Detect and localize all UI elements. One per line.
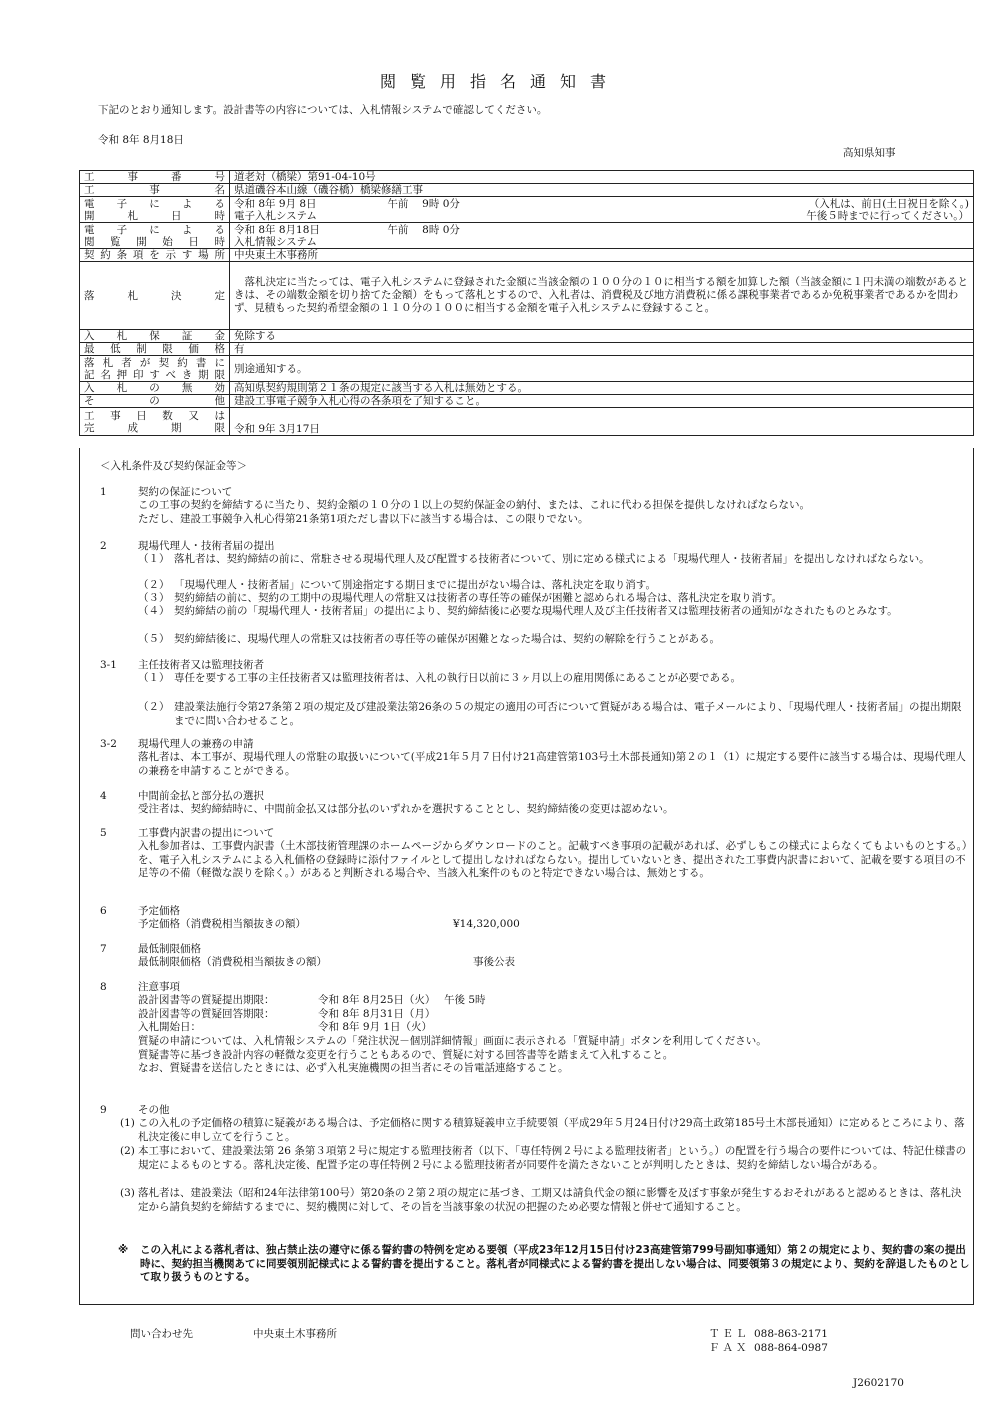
- section-2-item-1: [138, 553, 968, 567]
- section-3-1-title: 主任技術者又は監理技術者: [138, 659, 264, 671]
- section-3-2-head: [100, 738, 254, 752]
- doc-code: J2602170: [853, 1377, 904, 1389]
- keiyaku-place: 中央東土木事務所: [230, 249, 974, 262]
- saitei-value: 有: [230, 343, 974, 356]
- section-2-num: 2: [100, 540, 107, 552]
- table-row: [80, 395, 974, 408]
- kaisatsu-time: 午前 9時 0分: [387, 197, 460, 210]
- section-9-item-2: [120, 1145, 970, 1172]
- etsuran-time: 午前 8時 0分: [387, 223, 460, 236]
- shitsugi-teishutsu-label: 設計図書等の質疑提出期限：: [138, 994, 275, 1006]
- etsuran-value: [230, 223, 974, 249]
- etsuran-date: 令和 8年 8月18日: [234, 223, 320, 236]
- contact-label: 問い合わせ先: [130, 1328, 193, 1340]
- table-row: [80, 249, 974, 262]
- section-9-item-1: [120, 1117, 970, 1144]
- section-2-head: [100, 540, 275, 554]
- section-9-item-1-text: この入札の予定価格の積算に疑義がある場合は、予定価格に関する積算疑義申立手続要領（平成29年５月24日付け29高土政第185号土木部長通知）に定めるところにより、落札決定後に申し立てを行うこと。: [138, 1117, 965, 1143]
- kaisatsu-place: 電子入札システム: [234, 209, 317, 222]
- section-6-head: [100, 905, 180, 919]
- section-1-title: 契約の保証について: [138, 486, 233, 498]
- section-8-body: [138, 994, 968, 1076]
- section-9-item-1-no: (1): [120, 1117, 135, 1129]
- section-3-1-item-2-no: （２）: [138, 701, 170, 713]
- section-2-item-4: [138, 605, 968, 619]
- oin-value: 別途通知する。: [230, 356, 974, 382]
- note-mark: ※: [118, 1244, 129, 1256]
- section-1-body2: ただし、建設工事競争入札心得第21条第1項ただし書以下に該当する場合は、この限りでない。: [138, 512, 589, 525]
- section-2-item-3-text: 契約締結の前に、契約の工期中の現場代理人の常駐又は技術者の専任等の確保が困難と認められる場合は、落札決定を取り消す。: [174, 592, 783, 604]
- section-2-item-1-no: （１）: [138, 553, 170, 565]
- table-row: [80, 330, 974, 343]
- section-1-head: [100, 486, 232, 500]
- section-2-item-5-no: （５）: [138, 633, 170, 645]
- section-3-1-item-1-no: （１）: [138, 672, 170, 684]
- section-3-1-item-2-text: 建設業法施行令第27条第２項の規定及び建設業法第26条の５の規定の適用の可否について質疑がある場合は、電子メールにより、「現場代理人・技術者届」の提出期限までに問い合わせること。: [174, 701, 962, 727]
- pledge-note: [118, 1244, 970, 1285]
- section-2-title: 現場代理人・技術者届の提出: [138, 540, 275, 552]
- label-keiyaku: 契約条項を示す場所: [80, 249, 230, 262]
- section-2-item-5: [138, 633, 968, 647]
- kaisatsu-note1: （入札は、前日(土日祝日を除く。): [808, 197, 969, 210]
- label-hosho: 入札保証金: [80, 330, 230, 343]
- fax-line: [709, 1342, 828, 1356]
- section-3-2-num: 3-2: [100, 738, 117, 750]
- table-row: [80, 343, 974, 356]
- label-koji-bango: 工事番号: [80, 171, 230, 184]
- yotei-label: 予定価格（消費税相当額抜きの額）: [138, 918, 306, 930]
- label-sonota: その他: [80, 395, 230, 408]
- section-3-2-body: 落札者は、本工事が、現場代理人の常駐の取扱いについて(平成21年５月７日付け21高建管第103号土木部長通知)第２の１（1）に規定する要件に該当する場合は、現場代理人の兼務を申請することができる。: [138, 751, 966, 777]
- section-3-1-head: [100, 659, 264, 673]
- table-row: [80, 223, 974, 249]
- sonota-value: 建設工事電子競争入札心得の各条項を了知すること。: [230, 395, 974, 408]
- label-rakusatsu: 落札決定: [80, 262, 230, 330]
- intro-text: 下記のとおり通知します。設計書等の内容については、入札情報システムで確認してください。: [98, 104, 548, 116]
- notice-date: 令和 8年 8月18日: [98, 134, 184, 146]
- kaisatsu-note2: 午後５時までに行ってください。）: [806, 209, 969, 222]
- table-row: [80, 408, 974, 436]
- section-4-num: 4: [100, 790, 107, 802]
- document-title: 閲覧用指名通知書: [379, 72, 620, 91]
- tel-number: 088-863-2171: [754, 1328, 828, 1340]
- issuer: 高知県知事: [843, 147, 896, 159]
- section-4-body: 受注者は、契約締結時に、中間前金払又は部分払のいずれかを選択することとし、契約締結後の変更は認めない。: [138, 803, 674, 815]
- label-kaisatsu: [80, 197, 230, 223]
- label-oin-line1: 落札者が契約書に: [84, 356, 225, 369]
- fax-number: 088-864-0987: [754, 1342, 828, 1354]
- label-kaisatsu-line2: 開札日時: [84, 209, 225, 222]
- section-5-title: 工事費内訳書の提出について: [138, 827, 275, 839]
- table-row: [80, 262, 974, 330]
- section-4-title: 中間前金払と部分払の選択: [138, 790, 264, 802]
- section-6-body: [138, 918, 968, 932]
- label-saitei: 最低制限価格: [80, 343, 230, 356]
- section-7-title: 最低制限価格: [138, 943, 201, 955]
- section-8-num: 8: [100, 981, 107, 993]
- koji-mei: 県道磯谷本山線（磯谷橋）橋梁修繕工事: [230, 184, 974, 197]
- section-3-2-title: 現場代理人の兼務の申請: [138, 738, 254, 750]
- section-8-title: 注意事項: [138, 981, 180, 993]
- section-2-item-5-text: 契約締結後に、現場代理人の常駐又は技術者の専任等の確保が困難となった場合は、契約の解除を行うことがある。: [174, 633, 720, 645]
- contact-office: 中央東土木事務所: [253, 1328, 337, 1340]
- section-9-item-2-no: (2): [120, 1145, 135, 1157]
- section-8-head: [100, 981, 180, 995]
- label-oin-line2: 記名押印すべき期限: [84, 368, 225, 381]
- label-etsuran-line2: 閲覧開始日時: [84, 235, 225, 248]
- section-2-item-4-no: （４）: [138, 605, 170, 617]
- section-3-1-item-1-text: 専任を要する工事の主任技術者又は監理技術者は、入札の執行日以前に３ヶ月以上の雇用関係にあることが必要である。: [174, 672, 741, 684]
- conditions-heading: ＜入札条件及び契約保証金等＞: [100, 460, 247, 472]
- section-8-p3: なお、質疑書を送信したときには、必ず入札実施機関の担当者にその旨電話連絡すること。: [138, 1062, 569, 1075]
- section-5-body: 入札参加者は、工事費内訳書（土木部技術管理課のホームページからダウンロードのこと。記載すべき事項の記載があれば、必ずしもこの様式によらなくてもよいものとする。）を、電子入札システムによる入札価格の登録時に添付ファイルとして提出しなければならない。提出していないとき、提出された工事費内訳書において、記載を要する項目の不足等の不備（軽微な誤りを除く。）があると判断される場合や、当該入札案件のものと特定できない場合は、無効とする。: [138, 840, 968, 880]
- kanse-value: 令和 9年 3月17日: [230, 408, 974, 436]
- section-9-item-3-no: (3): [120, 1187, 135, 1199]
- section-9-item-3-text: 落札者は、建設業法（昭和24年法律第100号）第20条の２第２項の規定に基づき、工期又は請負代金の額に影響を及ぼす事象が発生するおそれがあると認めるときは、落札決定から請負契約を締結するまでに、契約機関に対して、その旨を当該事象の状況の把握のため必要な情報と併せて通知すること。: [138, 1187, 962, 1213]
- tel-label: ＴＥＬ: [709, 1328, 750, 1340]
- section-5-head: [100, 827, 274, 841]
- label-kanse-line1: 工事日数又は: [84, 409, 225, 422]
- section-3-1-item-2: [138, 701, 968, 728]
- label-etsuran-line1: 電子による: [84, 223, 225, 236]
- section-2-item-2-text: 「現場代理人・技術者届」について別途指定する期日までに提出がない場合は、落札決定を取り消す。: [174, 579, 656, 591]
- section-7-num: 7: [100, 943, 107, 955]
- section-9-num: 9: [100, 1104, 107, 1116]
- section-9-item-3: [120, 1187, 970, 1214]
- section-1-body1: この工事の契約を締結するに当たり、契約金額の１０分の１以上の契約保証金の納付、または、これに代わる担保を提供しなければならない。: [138, 499, 810, 511]
- table-row: [80, 197, 974, 223]
- table-row: [80, 382, 974, 395]
- section-4-head: [100, 790, 264, 804]
- section-5-num: 5: [100, 827, 107, 839]
- section-3-1-num: 3-1: [100, 659, 117, 671]
- section-3-1-item-1: [138, 672, 968, 686]
- table-row: [80, 171, 974, 184]
- table-row: [80, 184, 974, 197]
- saitei-kakaku: 事後公表: [473, 956, 515, 968]
- label-etsuran: [80, 223, 230, 249]
- section-2-item-4-text: 契約締結の前の「現場代理人・技術者届」の提出により、契約締結後に必要な現場代理人及び主任技術者又は監理技術者の通知がなされたものとみなす。: [174, 605, 898, 617]
- section-8-p1: 質疑の申請については、入札情報システムの「発注状況－個別詳細情報」画面に表示される「質疑申請」ボタンを利用してください。: [138, 1034, 767, 1047]
- shitsugi-kaito-value: 令和 8年 8月31日（月）: [318, 1007, 436, 1020]
- section-2-item-3-no: （３）: [138, 592, 170, 604]
- etsuran-place: 入札情報システム: [234, 235, 317, 248]
- section-2-item-1-text: 落札者は、契約締結の前に、常駐させる現場代理人及び配置する技術者について、別に定める様式による「現場代理人・技術者届」を提出しなければならない。: [174, 553, 930, 565]
- section-2-item-2-no: （２）: [138, 579, 170, 591]
- section-9-title: その他: [138, 1104, 170, 1116]
- info-table: [79, 170, 974, 436]
- label-mukou: 入札の無効: [80, 382, 230, 395]
- mukou-value: 高知県契約規則第２１条の規定に該当する入札は無効とする。: [230, 382, 974, 395]
- label-oin: [80, 356, 230, 382]
- shitsugi-kaito-label: 設計図書等の質疑回答期限：: [138, 1007, 275, 1020]
- shitsugi-teishutsu-value: 令和 8年 8月25日（火） 午後 5時: [318, 994, 486, 1006]
- section-9-head: [100, 1104, 170, 1118]
- section-9-item-2-text: 本工事において、建設業法第 26 条第３項第２号に規定する監理技術者（以下、「専任特例２号による監理技術者」という。）の配置を行う場合の要件については、特記仕様書の規定によるものとする。落札決定後、配置予定の専任特例２号による監理技術者が同要件を満たさないことが判明したときは、契約を締結しない場合がある。: [138, 1145, 967, 1171]
- hosho-value: 免除する: [230, 330, 974, 343]
- label-kaisatsu-line1: 電子による: [84, 197, 225, 210]
- note-text: この入札による落札者は、独占禁止法の遵守に係る誓約書の特例を定める要領（平成23年12月15日付け23高建管第799号副知事通知）第２の規定により、契約書の案の提出時に、契約担当機関あてに同要領別記様式による誓約書を提出すること。落札者が同様式による誓約書を提出しない場合は、同要領第３の規定により、契約を辞退したものとして取り扱うものとする。: [140, 1244, 970, 1284]
- section-7-head: [100, 943, 201, 957]
- tel-line: [709, 1328, 828, 1342]
- fax-label: ＦＡＸ: [709, 1342, 750, 1354]
- nyusatsu-kaishi-value: 令和 8年 9月 1日（火）: [318, 1021, 433, 1034]
- yotei-kakaku: ¥14,320,000: [453, 918, 520, 930]
- section-7-body: [138, 956, 968, 970]
- section-2-item-2: [138, 579, 968, 593]
- section-1-num: 1: [100, 486, 107, 498]
- section-8-p2: 質疑書等に基づき設計内容の軽微な変更を行うこともあるので、質疑に対する回答書等を踏まえて入札すること。: [138, 1048, 674, 1061]
- section-2-item-3: [138, 592, 968, 606]
- rakusatsu-text: 落札決定に当たっては、電子入札システムに登録された金額に当該金額の１００分の１０に相当する額を加算した額（当該金額に１円未満の端数があるときは、その端数金額を切り捨てた金額）をもって落札とするので、入札者は、消費税及び地方消費税に係る課税事業者であるか免税事業者であるかを問わず、見積もった契約希望金額の１１０分の１００に相当する金額を電子入札システムに登録すること。: [230, 262, 974, 330]
- section-6-num: 6: [100, 905, 107, 917]
- koji-bango: 道老対（橋梁）第91-04-10号: [230, 171, 974, 184]
- table-row: [80, 356, 974, 382]
- label-koji-mei: 工事名: [80, 184, 230, 197]
- kaisatsu-date: 令和 8年 9月 8日: [234, 197, 317, 210]
- section-1-body: [138, 499, 968, 526]
- conditions-box: [79, 448, 974, 1305]
- kaisatsu-value: [230, 197, 974, 223]
- saitei-label-2: 最低制限価格（消費税相当額抜きの額）: [138, 956, 327, 968]
- nyusatsu-kaishi-label: 入札開始日：: [138, 1021, 201, 1034]
- section-6-title: 予定価格: [138, 905, 180, 917]
- label-kanse: [80, 408, 230, 436]
- label-kanse-line2: 完成期限: [84, 421, 225, 434]
